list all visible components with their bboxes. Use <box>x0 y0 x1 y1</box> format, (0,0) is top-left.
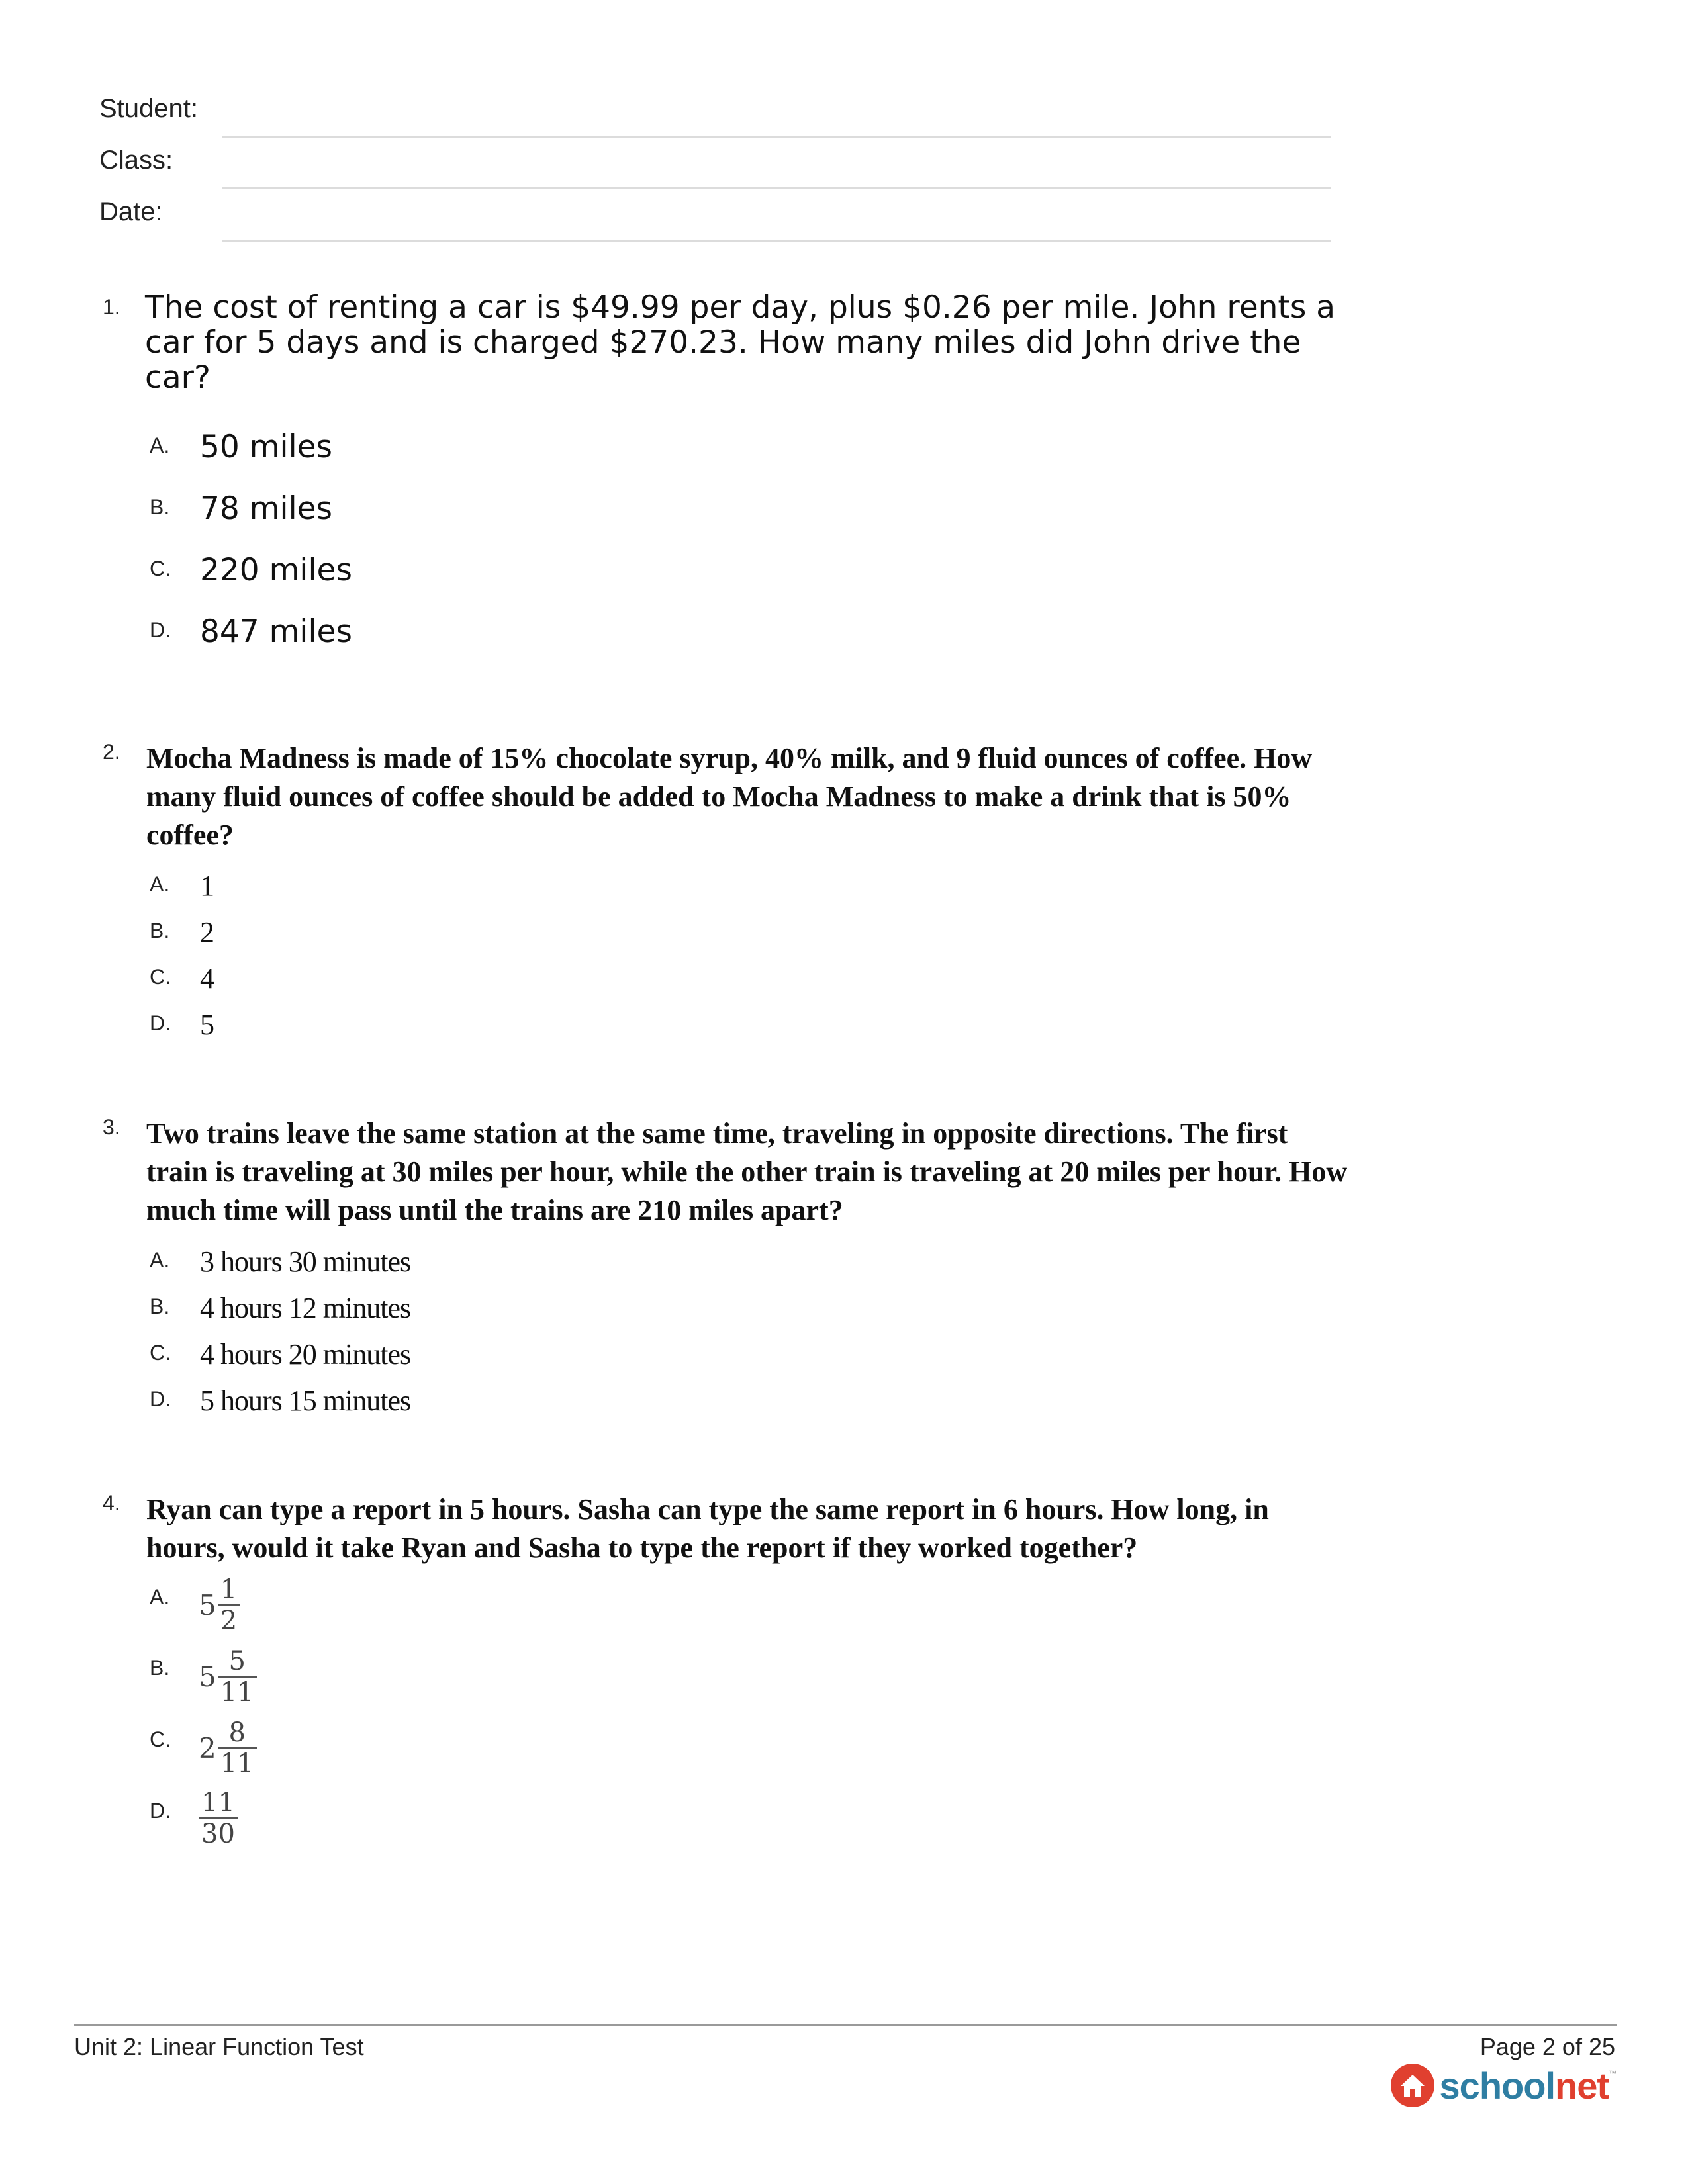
whole-part: 5 <box>199 1661 216 1693</box>
choice-text: 1 <box>200 870 214 902</box>
question-text: Two trains leave the same station at the same time, traveling in opposite directions. The first train is traveling at 30 miles per hour, while the other train is traveling at 20 miles per hour. How much time will pass until the trains are 210 miles apart? <box>146 1117 1348 1226</box>
choice-text: 78 miles <box>200 490 333 527</box>
house-icon <box>1389 2062 1436 2109</box>
class-field-line <box>222 187 1331 189</box>
choice-text: 5 hours 15 minutes <box>200 1385 411 1417</box>
fraction <box>218 1718 257 1778</box>
choice-letter: A. <box>150 433 170 457</box>
choice-text: 50 miles <box>200 429 333 465</box>
choice-letter: D. <box>150 1011 171 1035</box>
choice-letter: D. <box>150 618 171 642</box>
question-text: The cost of renting a car is $49.99 per day, plus $0.26 per mile. John rents a car for 5 days and is charged $270.23. How many miles did John drive the car? <box>145 289 1336 396</box>
footer-divider <box>74 2024 1617 2026</box>
choice-letter: A. <box>150 1585 170 1609</box>
choice-text: 4 <box>200 962 214 995</box>
numerator: 1 <box>220 1574 238 1605</box>
whole-part: 5 <box>199 1589 216 1621</box>
choice-letter: C. <box>150 1727 171 1751</box>
choice-text: 5 <box>200 1009 214 1041</box>
choice-letter: A. <box>150 872 170 896</box>
question-number: 1. <box>103 295 120 319</box>
choice-letter: C. <box>150 1341 171 1365</box>
test-title: Unit 2: Linear Function Test <box>74 2033 364 2060</box>
choice-text: 3 hours 30 minutes <box>200 1246 411 1278</box>
choice-text: 847 miles <box>200 614 352 650</box>
choice-letter: B. <box>150 1295 170 1318</box>
numerator: 11 <box>201 1788 235 1818</box>
numerator: 5 <box>228 1646 246 1676</box>
whole-part: 2 <box>199 1732 216 1764</box>
choice-letter: B. <box>150 1656 170 1680</box>
question-text: Ryan can type a report in 5 hours. Sasha can type the same report in 6 hours. How long, in hours, would it take Ryan and Sasha to type the report if they worked together? <box>146 1493 1269 1564</box>
numerator: 8 <box>228 1717 246 1748</box>
mixed-number <box>199 1575 240 1635</box>
choice-letter: A. <box>150 1248 170 1272</box>
denominator: 30 <box>201 1819 235 1849</box>
logo-wordmark: schoolnet <box>1439 2064 1609 2107</box>
choice-letter: D. <box>150 1387 171 1411</box>
date-label: Date: <box>99 197 163 226</box>
denominator: 11 <box>220 1749 254 1779</box>
page-number: Page 2 of 25 <box>1479 2033 1615 2060</box>
choice-text: 4 hours 12 minutes <box>200 1292 411 1324</box>
denominator: 11 <box>220 1677 254 1707</box>
choice-letter: B. <box>150 495 170 519</box>
fraction <box>218 1647 257 1707</box>
fraction-answer <box>199 1788 238 1848</box>
schoolnet-logo <box>1389 2062 1617 2109</box>
question-number: 4. <box>103 1491 120 1515</box>
question-text: Mocha Madness is made of 15% chocolate syrup, 40% milk, and 9 fluid ounces of coffee. How many fluid ounces of coffee should be added to Mocha Madness to make a drink that is 50% coffee? <box>146 742 1313 851</box>
choice-text: 4 hours 20 minutes <box>200 1338 411 1371</box>
fraction <box>199 1788 238 1848</box>
question-number: 3. <box>103 1115 120 1139</box>
class-label: Class: <box>99 146 173 175</box>
student-field-line <box>222 136 1331 138</box>
question-number: 2. <box>103 740 120 764</box>
trademark-mark: ™ <box>1609 2069 1617 2078</box>
fraction <box>218 1575 240 1635</box>
student-label: Student: <box>99 94 199 123</box>
choice-text: 220 miles <box>200 552 352 588</box>
choice-text: 2 <box>200 916 214 948</box>
choice-letter: C. <box>150 965 171 989</box>
denominator: 2 <box>220 1606 238 1636</box>
mixed-number <box>199 1647 257 1707</box>
mixed-number <box>199 1718 257 1778</box>
choice-letter: B. <box>150 919 170 942</box>
choice-letter: C. <box>150 557 171 580</box>
choice-letter: D. <box>150 1799 171 1823</box>
date-field-line <box>222 240 1331 242</box>
